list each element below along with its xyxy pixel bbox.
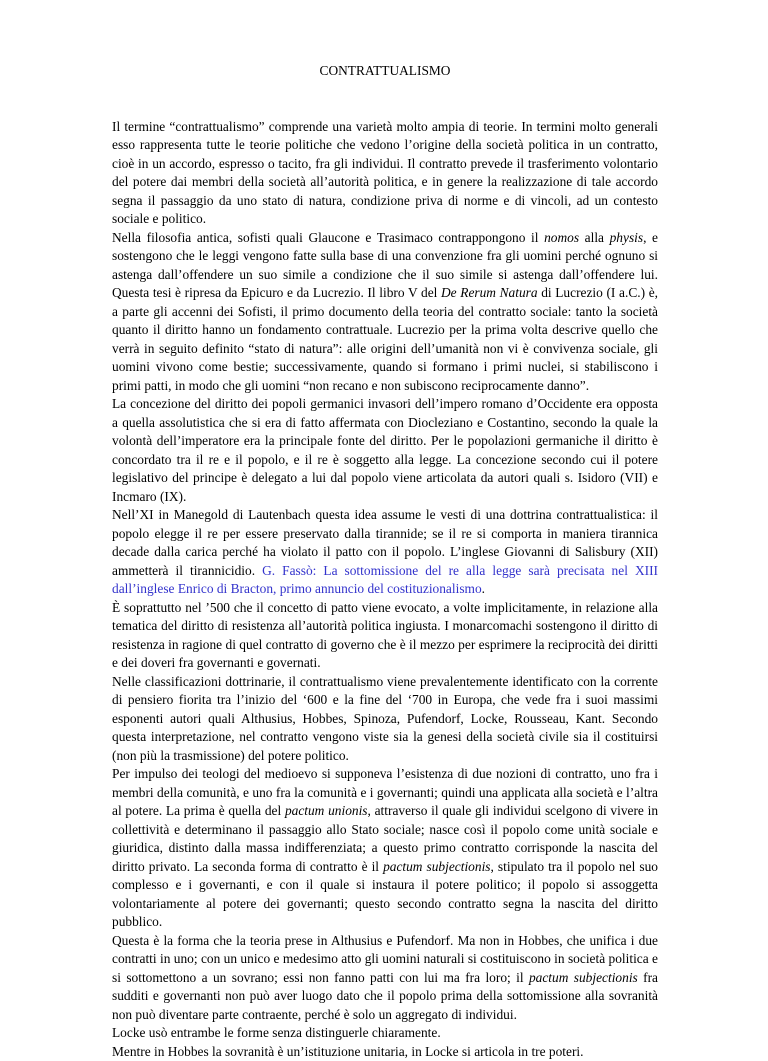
italic-term: nomos bbox=[544, 230, 579, 245]
text-run: Mentre in Hobbes la sovranità è un’istituzione unitaria, in Locke si articola in tre poteri. bbox=[112, 1044, 584, 1059]
text-run: Questa è la forma che la teoria prese in Althusius e Pufendorf. Ma non in Hobbes, che unifica i due contratti in uno; con un unico e medesimo atto gli uomini naturali si costituiscono in società politica e si sottomettono a un sovrano; essi non fanno patti con lui ma fra loro; il bbox=[112, 933, 658, 985]
text-run: , attraverso il quale gli individui scelgono di vivere in collettività e determinano il passaggio allo Stato sociale; nasce così il popolo come unità sociale e giuridica, distinto dalla massa indifferenziata; a questo primo contratto corrisponde la nascita del diritto privato. La seconda forma di contratto è il bbox=[112, 803, 658, 874]
text-run: La concezione del diritto dei popoli germanici invasori dell’impero romano d’Occidente era opposta a quella assolutistica che si era di fatto affermata con Diocleziano e Costantino, secondo la quale la volontà dell’imperatore era la principale fonte del diritto. Per le popolazioni germaniche il diritto è concordato tra il re e il popolo, e il re è soggetto alla legge. La concezione secondo cui il potere legislativo del principe è delegato a lui dal popolo viene articolata da autori quali s. Isidoro (VII) e Incmaro (IX). bbox=[112, 396, 658, 504]
text-run: Nella filosofia antica, sofisti quali Glaucone e Trasimaco contrappongono il bbox=[112, 230, 544, 245]
citation-link[interactable]: G. Fassò: La sottomissione del re alla legge sarà precisata nel XIII dall’inglese Enrico di Bracton, primo annuncio del costituzionalismo bbox=[112, 563, 658, 597]
text-run: fra sudditi e governanti non può aver luogo dato che il popolo prima della sottomissione alla sovranità non può diventare parte contraente, perché è solo un aggregato di individui. bbox=[112, 970, 658, 1022]
paragraph bbox=[112, 673, 658, 766]
text-run: Il termine “contrattualismo” comprende una varietà molto ampia di teorie. In termini molto generali esso rappresenta tutte le teorie politiche che vedono l’origine della società politica in un contratto, cioè in un accordo, espresso o tacito, fra gli individui. Il contratto prevede il trasferimento volontario del potere dai membri della società all’autorità politica, e in genere la realizzazione di tale accordo segna il passaggio da uno stato di natura, condizione priva di norme e di vincoli, ad un contesto sociale e politico. bbox=[112, 119, 658, 227]
text-run: , e sostengono che le leggi vengono fatte sulla base di una convenzione fra gli uomini perché ognuno si astenga dall’offendere un suo simile a condizione che il suo simile si astenga dall’offendere lui. Questa tesi è ripresa da Epicuro e da Lucrezio. Il libro V del bbox=[112, 230, 658, 301]
text-run: Locke usò entrambe le forme senza distinguerle chiaramente. bbox=[112, 1025, 441, 1040]
paragraph bbox=[112, 118, 658, 229]
paragraph bbox=[112, 932, 658, 1025]
paragraph bbox=[112, 395, 658, 506]
italic-term: pactum subjectionis bbox=[529, 970, 638, 985]
paragraph bbox=[112, 506, 658, 599]
text-run: , stipulato tra il popolo nel suo complesso e i governanti, e con il quale si instaura il potere politico; il popolo si assoggetta volontariamente al potere dei governanti; questo secondo contratto segna la nascita del diritto pubblico. bbox=[112, 859, 658, 930]
text-run: alla bbox=[579, 230, 610, 245]
text-run: Nelle classificazioni dottrinarie, il contrattualismo viene prevalentemente identificato con la corrente di pensiero fiorita tra l’inizio del ‘600 e la fine del ‘700 in Europa, che vede fra i suoi massimi esponenti autori quali Althusius, Hobbes, Spinoza, Pufendorf, Locke, Rousseau, Kant. Secondo questa interpretazione, nel contratto vengono viste sia la genesi della società civile sia il costituirsi (non più la trasmissione) del potere politico. bbox=[112, 674, 658, 763]
paragraph bbox=[112, 1043, 658, 1061]
paragraph bbox=[112, 765, 658, 932]
paragraph bbox=[112, 1024, 658, 1043]
document-body bbox=[112, 118, 658, 1061]
italic-term: pactum subjectionis bbox=[383, 859, 490, 874]
document-title: CONTRATTUALISMO bbox=[112, 62, 658, 81]
italic-term: pactum unionis bbox=[285, 803, 368, 818]
text-run: . bbox=[482, 581, 485, 596]
document-page bbox=[112, 62, 658, 1061]
italic-term: physis bbox=[610, 230, 643, 245]
text-run: È soprattutto nel ’500 che il concetto di patto viene evocato, a volte implicitamente, in relazione alla tematica del diritto di resistenza all’autorità politica ingiusta. I monarcomachi sostengono il diritto di resistenza in ragione di quel contratto di governo che è il mezzo per esprimere la reciprocità dei diritti e dei doveri fra governanti e governati. bbox=[112, 600, 658, 671]
paragraph bbox=[112, 599, 658, 673]
text-run: Per impulso dei teologi del medioevo si supponeva l’esistenza di due nozioni di contratto, uno fra i membri della comunità, e uno fra la comunità e i governanti; quindi una applicata alla società e l’altra al potere. La prima è quella del bbox=[112, 766, 658, 818]
text-run: Nell’XI in Manegold di Lautenbach questa idea assume le vesti di una dottrina contrattualistica: il popolo elegge il re per essere preservato dalla tirannide; se il re si comporta in maniera tirannica decade dalla carica perché ha violato il patto con il popolo. L’inglese Giovanni di Salisbury (XII) ammetterà il tirannicidio. bbox=[112, 507, 658, 578]
paragraph bbox=[112, 229, 658, 396]
italic-term: De Rerum Natura bbox=[441, 285, 538, 300]
text-run: di Lucrezio (I a.C.) è, a parte gli accenni dei Sofisti, il primo documento della teoria del contratto sociale: tanto la società quanto il diritto hanno un fondamento contrattuale. Lucrezio per la prima volta descrive quello che verrà in seguito definito “stato di natura”: alle origini dell’umanità non vi è convivenza sociale, gli uomini vivono come bestie; successivamente, quando si formano i primi nuclei, si stabiliscono i primi patti, in modo che gli uomini “non recano e non subiscono reciprocamente danno”. bbox=[112, 285, 658, 393]
